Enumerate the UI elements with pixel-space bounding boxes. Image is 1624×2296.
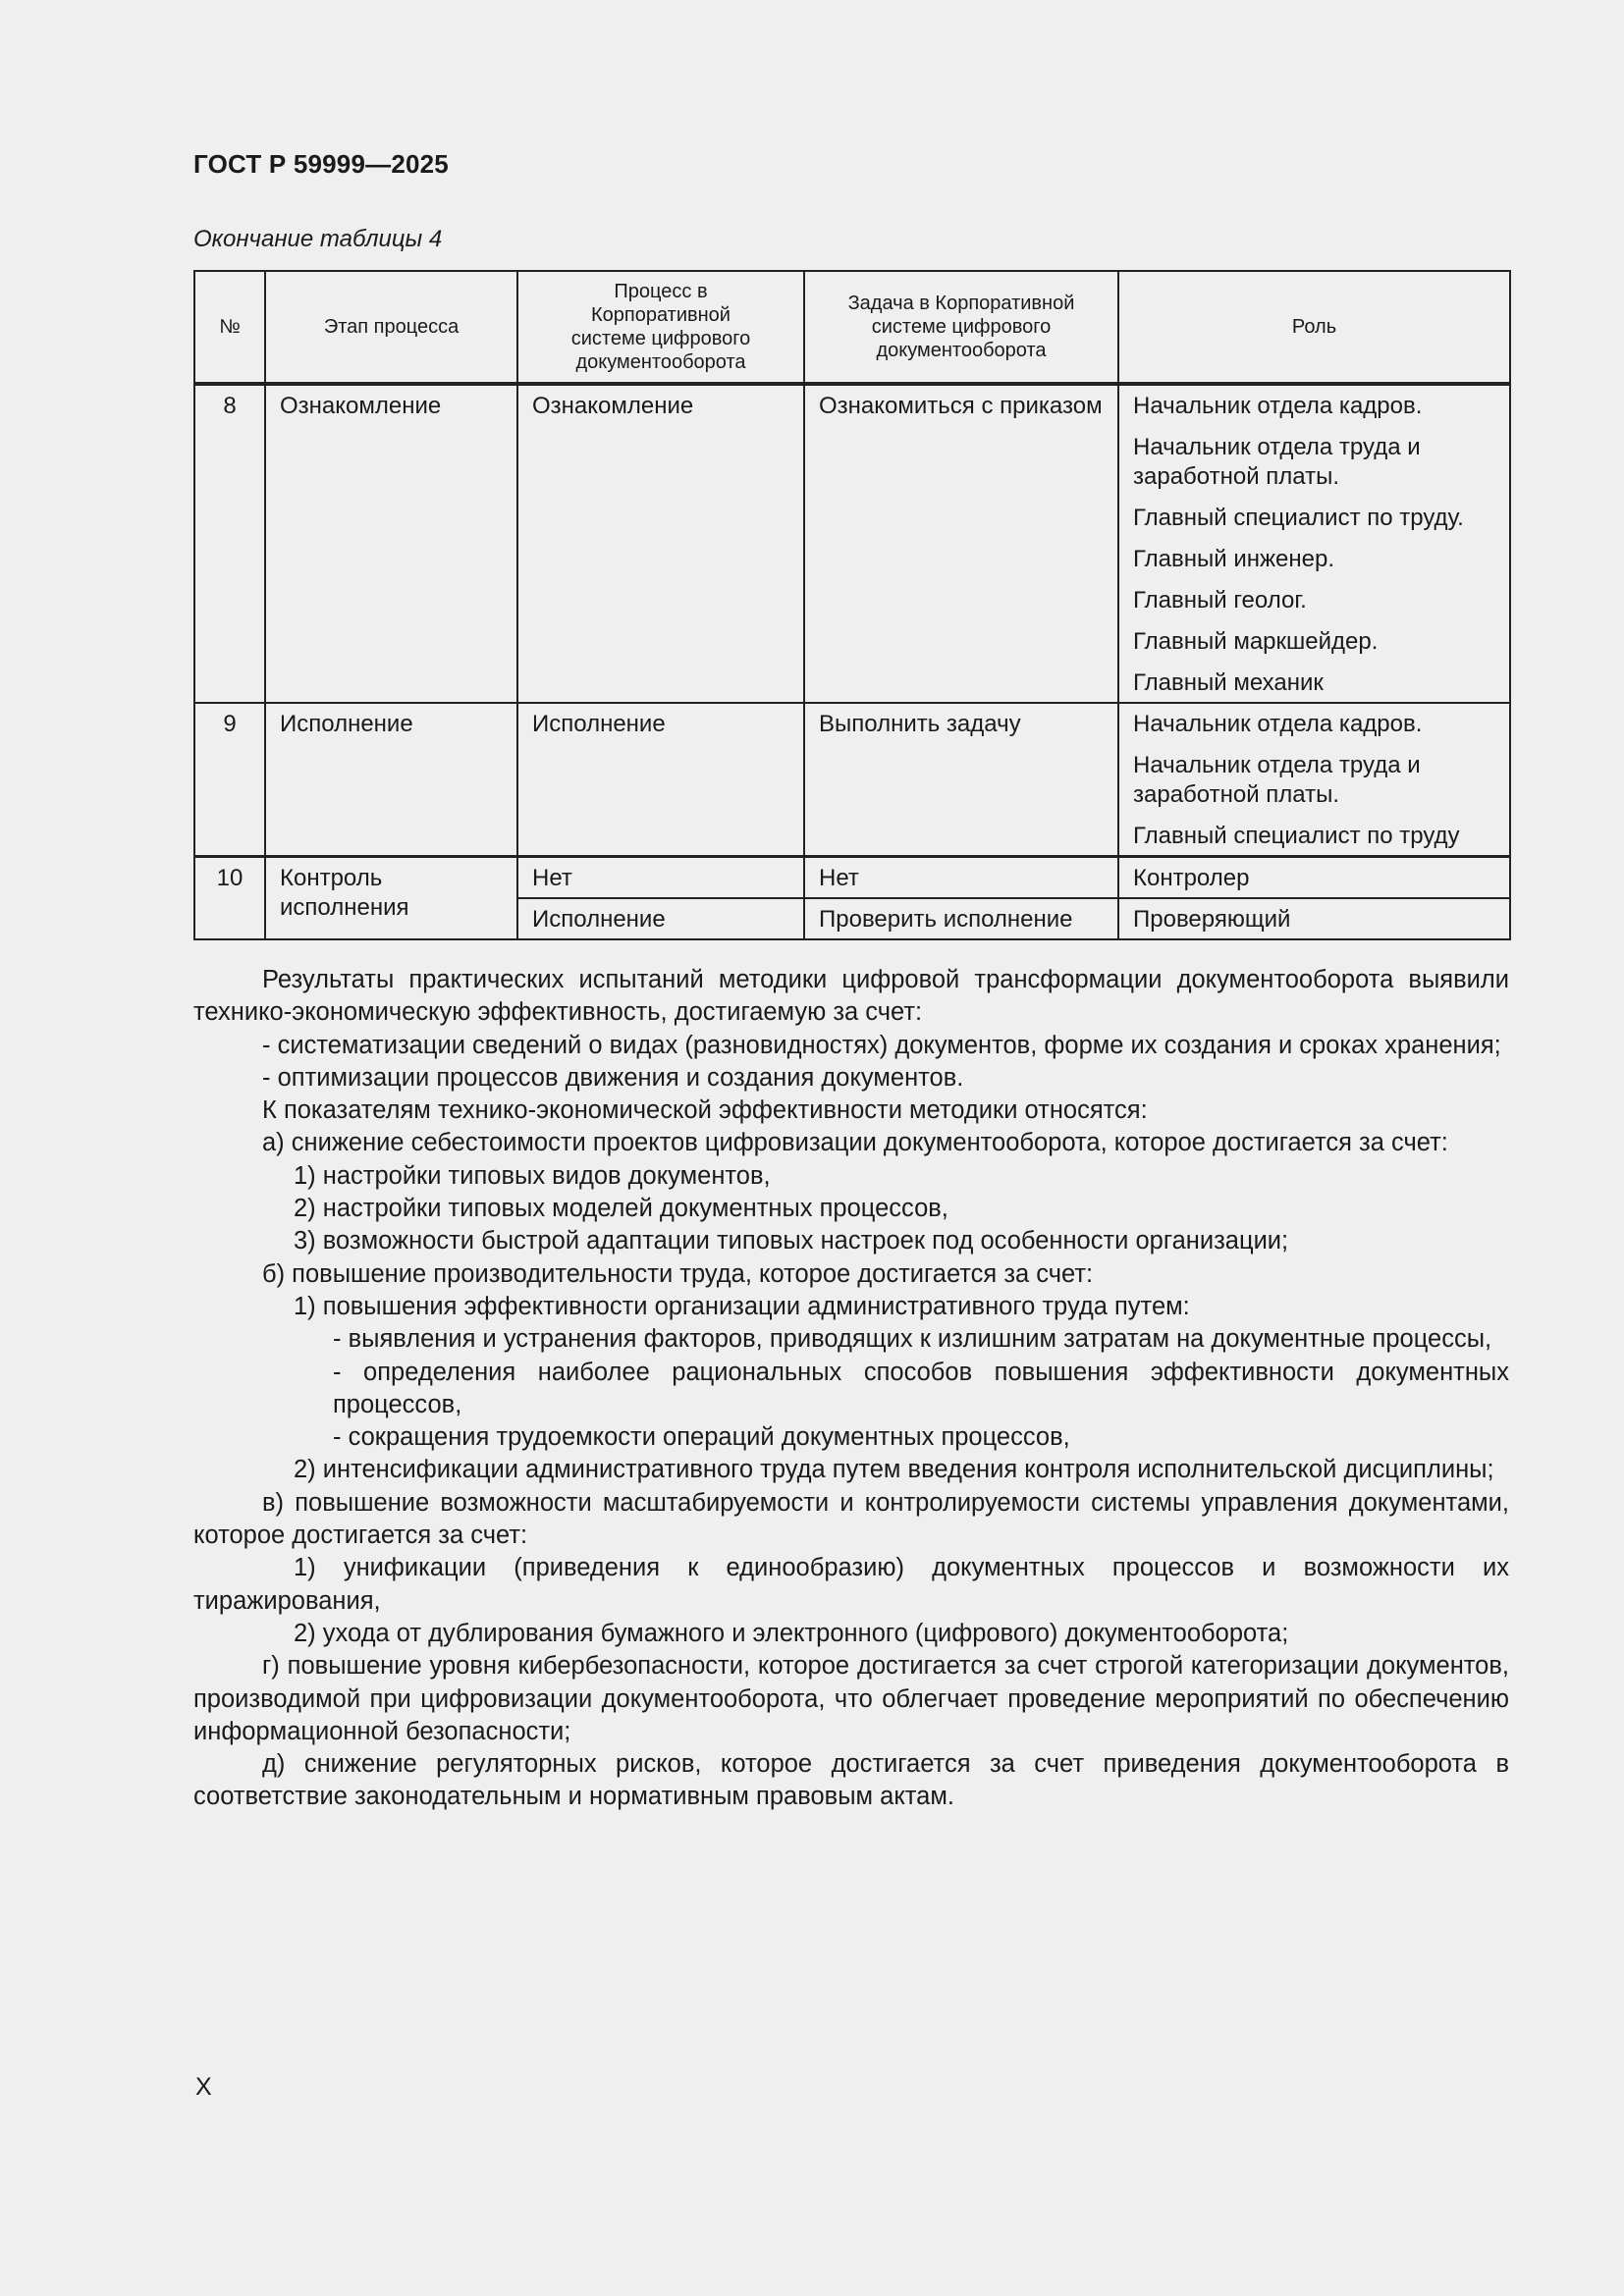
list-item: 3) возможности быстрой адаптации типовых настроек под особенности организации; [294,1227,1289,1255]
role-item: Начальник отдела труда и заработной платы. [1133,752,1421,808]
list-item: 1) унификации (приведения к единообразию) документных процессов и возможности их тиражирования, [193,1554,1509,1615]
role-item: Главный геолог. [1133,587,1307,614]
row-process: Исполнение [517,898,804,939]
table-header-row [194,271,1510,384]
table-row [194,703,1510,857]
role-item: Главный маркшейдер. [1133,628,1379,655]
list-item: - систематизации сведений о видах (разновидностях) документов, форме их создания и сроках хранения; [262,1031,1501,1059]
row-stage: Контроль исполнения [265,857,517,940]
row-process: Нет [517,857,804,899]
column-header-role: Роль [1118,271,1510,384]
list-item: - определения наиболее рациональных способов повышения эффективности документных процессов, [333,1358,1509,1418]
role-item: Главный инженер. [1133,546,1335,572]
row-task: Нет [804,857,1118,899]
row-process: Исполнение [517,703,804,857]
list-item: а) снижение себестоимости проектов цифровизации документооборота, которое достигается за счет: [262,1129,1448,1157]
list-item: г) повышение уровня кибербезопасности, которое достигается за счет строгой категоризации документов, производимой при цифровизации документооборота, что облегчает проведение мероприятий по обеспечению информационной безопасности; [193,1652,1509,1745]
list-item: 2) ухода от дублирования бумажного и электронного (цифрового) документооборота; [294,1619,1289,1647]
role-item: Главный специалист по труду. [1133,505,1464,531]
page-number: X [195,2073,212,2101]
row-number: 8 [194,384,265,703]
list-item: - оптимизации процессов движения и создания документов. [262,1063,964,1092]
list-item: д) снижение регуляторных рисков, которое достигается за счет приведения документооборота в соответствие законодательным и нормативным правовым актам. [193,1750,1509,1811]
row-roles [1118,703,1510,857]
body-text [193,964,1509,1814]
list-item: - сокращения трудоемкости операций документных процессов, [333,1423,1070,1452]
row-task: Выполнить задачу [804,703,1118,857]
column-header-task: Задача в Корпоративной системе цифрового документооборота [804,271,1118,384]
row-process: Ознакомление [517,384,804,703]
row-stage: Ознакомление [265,384,517,703]
role-item: Главный механик [1133,669,1324,696]
stages-table [193,270,1511,940]
list-item: 2) интенсификации административного труда путем введения контроля исполнительской дисциплины; [294,1456,1494,1484]
list-item: б) повышение производительности труда, которое достигается за счет: [262,1259,1094,1288]
table-caption: Окончание таблицы 4 [193,226,443,252]
column-header-stage: Этап процесса [265,271,517,384]
table-row [194,857,1510,899]
column-header-process: Процесс в Корпоративной системе цифрового документооборота [517,271,804,384]
row-number: 9 [194,703,265,857]
role-item: Главный специалист по труду [1133,823,1460,849]
column-header-number: № [194,271,265,384]
list-item: 1) повышения эффективности организации административного труда путем: [294,1292,1190,1320]
document-header: ГОСТ Р 59999—2025 [193,149,449,179]
role-item: Начальник отдела труда и заработной платы. [1133,434,1421,490]
row-task: Ознакомиться с приказом [804,384,1118,703]
row-role: Проверяющий [1118,898,1510,939]
list-item: - выявления и устранения факторов, приводящих к излишним затратам на документные процессы, [333,1325,1492,1354]
row-role: Контролер [1118,857,1510,899]
row-stage: Исполнение [265,703,517,857]
paragraph: Результаты практических испытаний методики цифровой трансформации документооборота выявили технико-экономическую эффективность, достигаемую за счет: [193,966,1509,1027]
list-item: в) повышение возможности масштабируемости и контролируемости системы управления документами, которое достигается за счет: [193,1488,1509,1550]
row-number: 10 [194,857,265,940]
role-item: Начальник отдела кадров. [1133,711,1423,737]
list-item: 1) настройки типовых видов документов, [294,1161,771,1190]
role-item: Начальник отдела кадров. [1133,393,1423,419]
row-task: Проверить исполнение [804,898,1118,939]
list-item: 2) настройки типовых моделей документных процессов, [294,1195,948,1223]
row-roles [1118,384,1510,703]
paragraph: К показателям технико-экономической эффективности методики относятся: [262,1096,1148,1125]
table-row [194,384,1510,703]
